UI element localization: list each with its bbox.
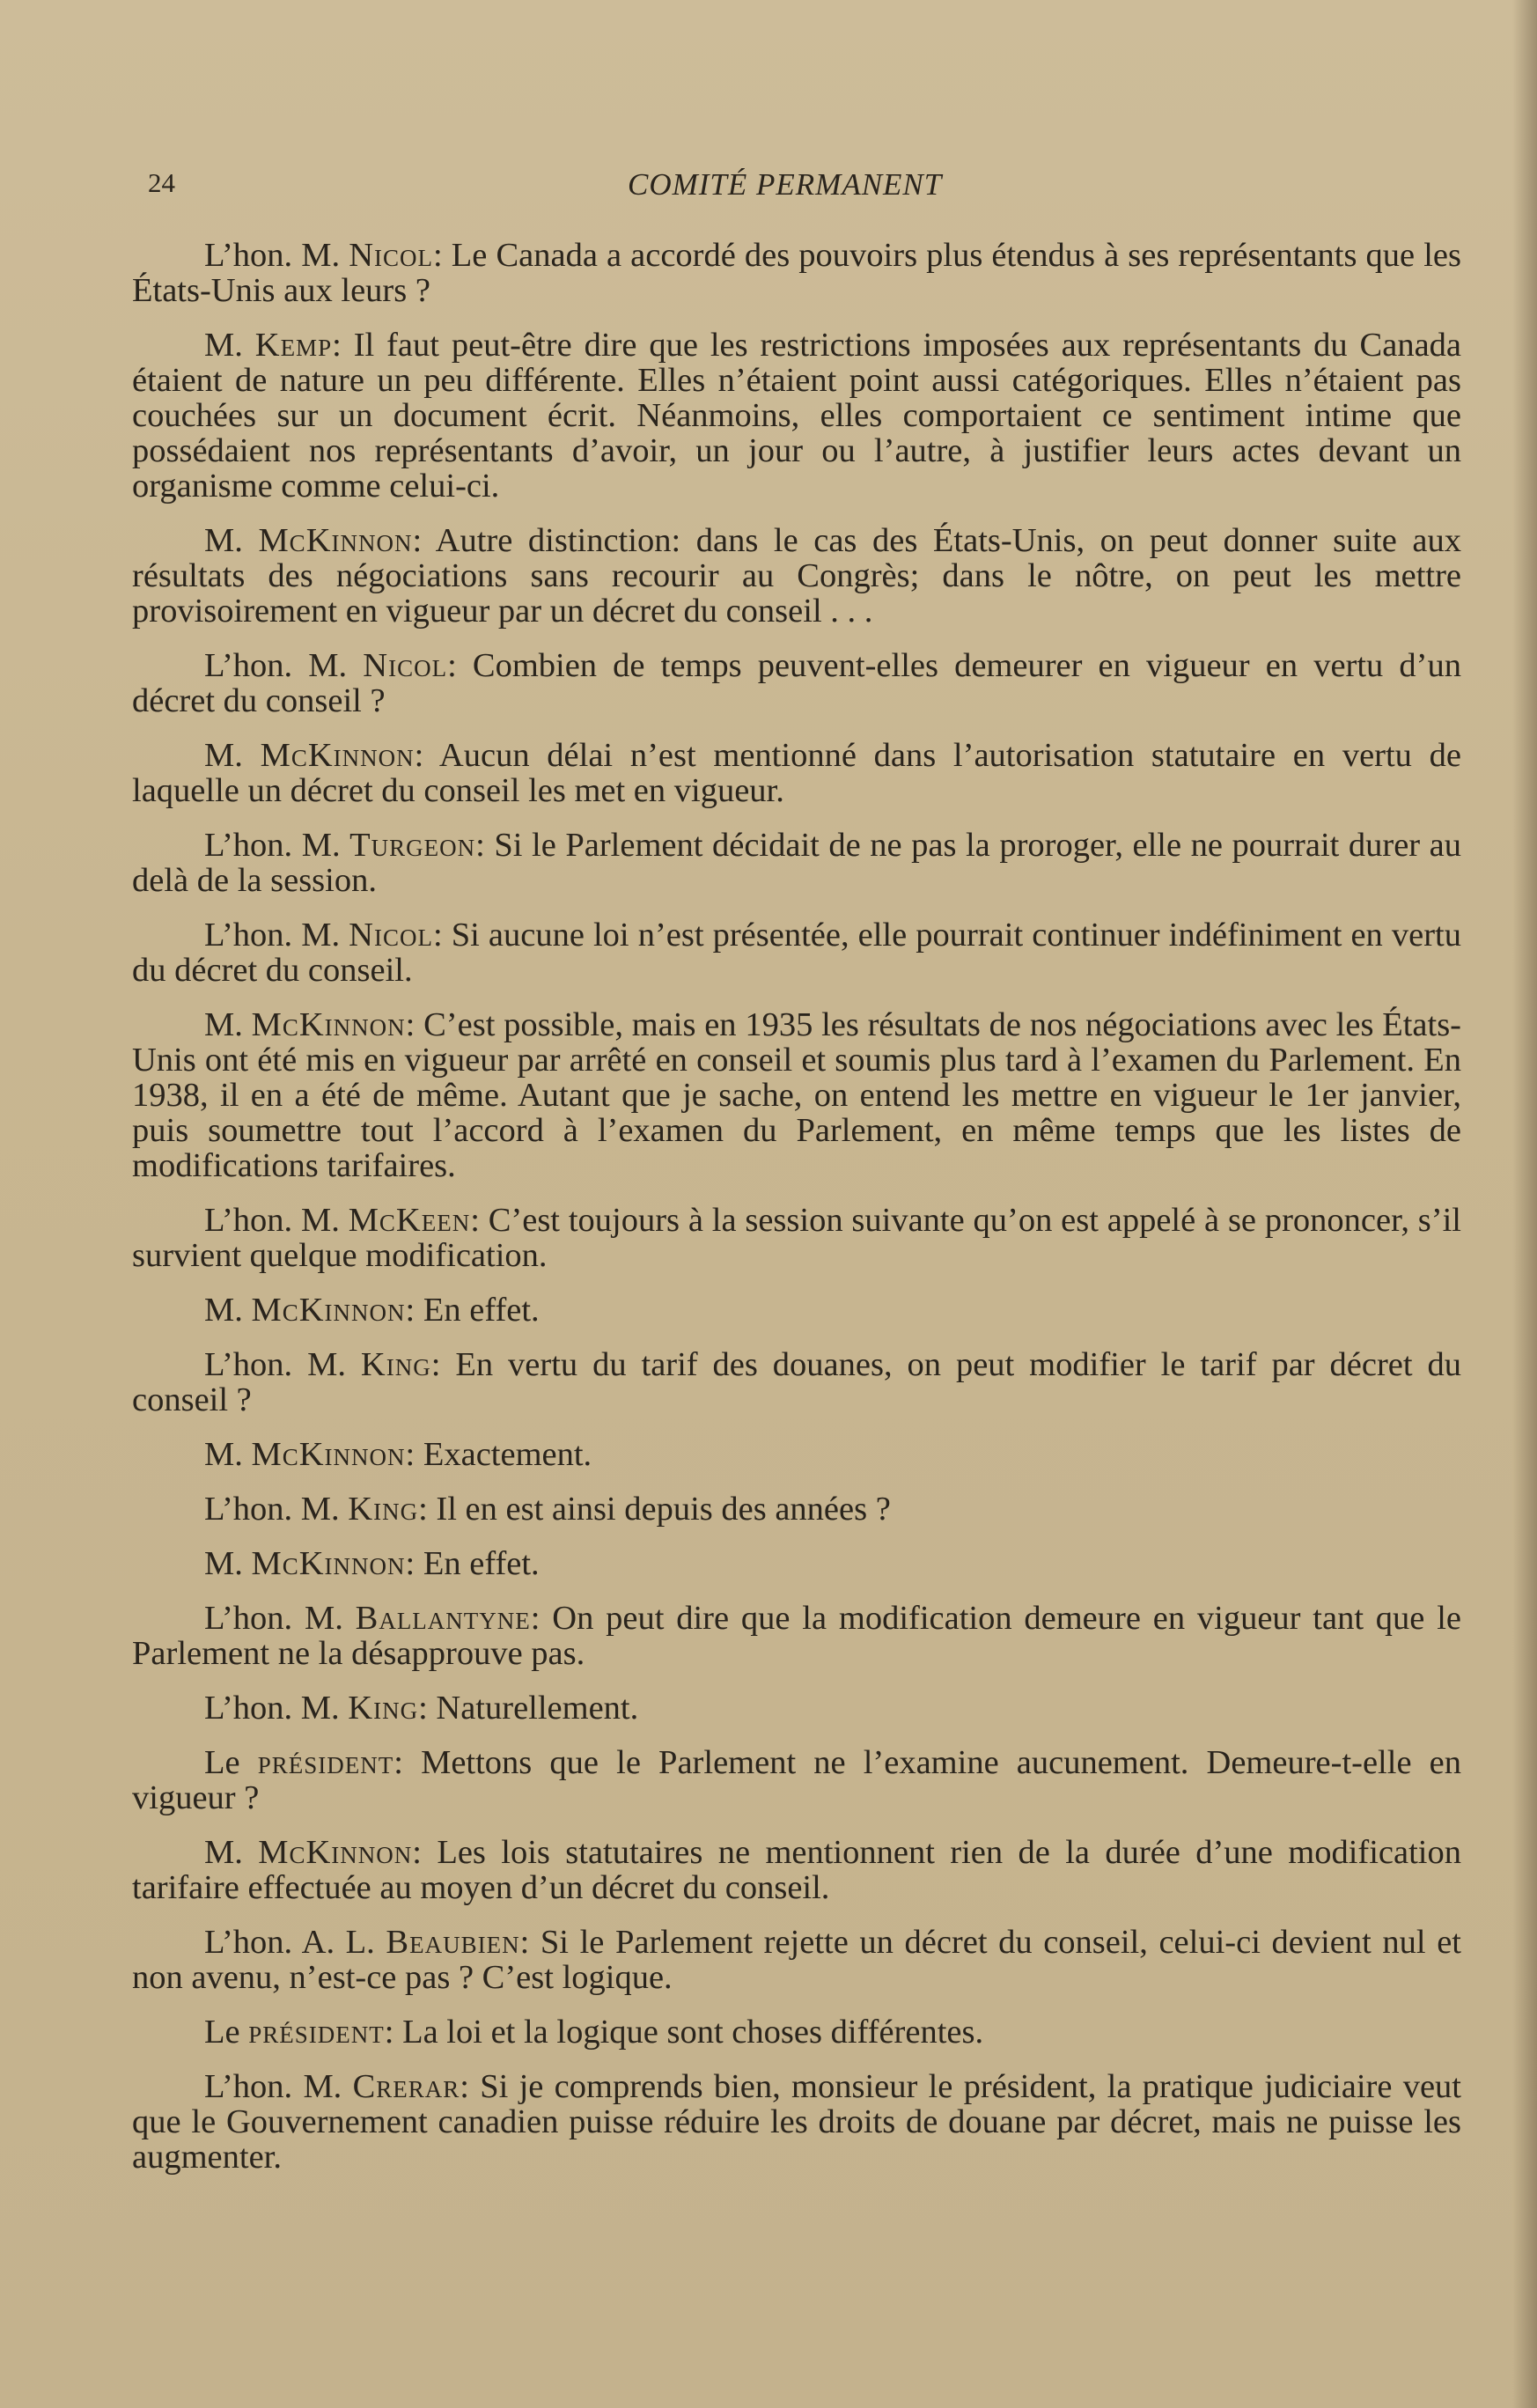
paragraph-text: : Il en est ainsi depuis des années ?	[418, 1491, 891, 1528]
transcript-paragraph	[132, 1007, 1461, 1183]
transcript-paragraph	[132, 1437, 1461, 1472]
speaker-name: Nicol	[363, 647, 448, 684]
transcript-paragraph	[132, 238, 1461, 308]
transcript-paragraph	[132, 1546, 1461, 1581]
paragraph-text: : Si le Parlement rejette un décret du conseil, celui-ci devient nul et non avenu, n’est-ce pas ? C’est logique.	[132, 1924, 1461, 1996]
speaker-title: L’hon. M.	[204, 917, 349, 954]
speaker-title: Le	[204, 1744, 258, 1781]
paragraph-text: : En effet.	[405, 1292, 540, 1329]
speaker-title: M.	[204, 1545, 252, 1582]
paragraph-text: : Il faut peut-être dire que les restrictions imposées aux représentants du Canada étaient de nature un peu différente. Elles n’étaient point aussi catégoriques. Elles n’étaient pas couchées sur un document écrit. Néanmoins, elles comportaient ce sentiment intime que possédaient nos représentants d’avoir, un jour ou l’autre, à justifier leurs actes devant un organisme comme celui-ci.	[132, 327, 1461, 504]
speaker-title: M.	[204, 327, 255, 364]
transcript-paragraph	[132, 1925, 1461, 1995]
page-header	[148, 167, 1460, 211]
speaker-name: Beaubien	[386, 1924, 520, 1961]
transcript-paragraph	[132, 1690, 1461, 1726]
paragraph-text: : Si je comprends bien, monsieur le président, la pratique judiciaire veut que le Gouvernement canadien puisse réduire les droits de douane par décret, mais ne puisse les augmenter.	[132, 2068, 1462, 2176]
paragraph-text: : C’est possible, mais en 1935 les résultats de nos négociations avec les États-Unis ont été mis en vigueur par arrêté en conseil et soumis plus tard à l’examen du Parlement. En 1938, il en a été de même. Autant que je sache, on entend les mettre en vigueur le 1er janvier, puis soumettre tout l’accord à l’examen du Parlement, en même temps que les listes de modifications tarifaires.	[132, 1006, 1461, 1184]
paragraph-text: : Exactement.	[405, 1436, 592, 1473]
speaker-name: McKinnon	[260, 737, 415, 774]
transcript-paragraph	[132, 738, 1461, 808]
speaker-title: M.	[204, 1436, 252, 1473]
speaker-title: L’hon. M.	[204, 1491, 349, 1528]
speaker-name: président	[248, 2014, 385, 2051]
speaker-name: Kemp	[254, 327, 333, 364]
speaker-title: L’hon. M.	[204, 1600, 356, 1637]
speaker-title: M.	[204, 522, 259, 559]
paragraph-text: : Autre distinction: dans le cas des États-Unis, on peut donner suite aux résultats des négociations sans recourir au Congrès; dans le nôtre, on peut les mettre provisoirement en vigueur par un décret du conseil . . .	[132, 522, 1461, 630]
speaker-name: McKinnon	[258, 522, 413, 559]
transcript-paragraph	[132, 917, 1461, 988]
speaker-name: Turgeon	[349, 827, 476, 864]
paragraph-text: : Combien de temps peuvent-elles demeurer en vigueur en vertu d’un décret du conseil ?	[132, 647, 1461, 719]
paragraph-text: : En vertu du tarif des douanes, on peut modifier le tarif par décret du conseil ?	[132, 1346, 1461, 1418]
transcript-paragraph	[132, 1601, 1461, 1671]
speaker-name: King	[348, 1690, 419, 1727]
speaker-title: L’hon. M.	[204, 647, 364, 684]
paragraph-text: : Les lois statutaires ne mentionnent rien de la durée d’une modification tarifaire effectuée au moyen d’un décret du conseil.	[132, 1834, 1461, 1906]
paragraph-text: : Si le Parlement décidait de ne pas la proroger, elle ne pourrait durer au delà de la session.	[132, 827, 1461, 899]
paragraph-text: : Si aucune loi n’est présentée, elle pourrait continuer indéfiniment en vertu du décret du conseil.	[132, 917, 1461, 989]
paragraph-text: : Aucun délai n’est mentionné dans l’autorisation statutaire en vertu de laquelle un décret du conseil les met en vigueur.	[132, 737, 1461, 809]
speaker-title: M.	[204, 1006, 252, 1043]
speaker-title: L’hon. M.	[204, 237, 349, 274]
speaker-title: M.	[204, 1292, 252, 1329]
transcript-paragraph	[132, 1835, 1461, 1905]
transcript-paragraph	[132, 1292, 1461, 1328]
transcript-paragraph	[132, 328, 1461, 504]
page-number: 24	[148, 167, 175, 198]
speaker-title: M.	[204, 1834, 259, 1871]
speaker-title: M.	[204, 737, 261, 774]
speaker-name: McKeen	[348, 1202, 471, 1239]
speaker-name: Ballantyne	[355, 1600, 531, 1637]
speaker-name: McKinnon	[251, 1006, 406, 1043]
transcript-paragraph	[132, 1347, 1461, 1418]
paragraph-text: : Naturellement.	[418, 1690, 639, 1727]
paragraph-text: : On peut dire que la modification demeure en vigueur tant que le Parlement ne la désapprouve pas.	[132, 1600, 1461, 1672]
speaker-name: McKinnon	[251, 1436, 406, 1473]
running-title: COMITÉ PERMANENT	[628, 167, 943, 202]
speaker-title: L’hon. M.	[204, 827, 350, 864]
speaker-title: L’hon. M.	[204, 1202, 349, 1239]
paragraph-text: : La loi et la logique sont choses différentes.	[384, 2014, 984, 2051]
page-edge-shadow	[1512, 0, 1537, 2408]
speaker-title: L’hon. M.	[204, 1690, 349, 1727]
speaker-title: L’hon. M.	[204, 2068, 353, 2105]
speaker-title: L’hon. A. L.	[204, 1924, 386, 1961]
speaker-name: King	[360, 1346, 431, 1383]
speaker-title: Le	[204, 2014, 249, 2051]
transcript-paragraph	[132, 2014, 1461, 2050]
transcript-body	[132, 238, 1461, 2194]
speaker-name: Nicol	[349, 917, 433, 954]
speaker-name: Nicol	[349, 237, 433, 274]
speaker-title: L’hon. M.	[204, 1346, 361, 1383]
paragraph-text: : Mettons que le Parlement ne l’examine aucunement. Demeure-t-elle en vigueur ?	[132, 1744, 1461, 1816]
paragraph-text: : En effet.	[405, 1545, 540, 1582]
speaker-name: Crerar	[352, 2068, 460, 2105]
speaker-name: McKinnon	[251, 1292, 406, 1329]
speaker-name: président	[257, 1744, 394, 1781]
speaker-name: McKinnon	[251, 1545, 406, 1582]
transcript-paragraph	[132, 2069, 1461, 2175]
transcript-paragraph	[132, 648, 1461, 718]
transcript-paragraph	[132, 523, 1461, 629]
transcript-paragraph	[132, 828, 1461, 898]
paragraph-text: : Le Canada a accordé des pouvoirs plus étendus à ses représentants que les États-Unis aux leurs ?	[132, 237, 1461, 309]
transcript-paragraph	[132, 1491, 1461, 1527]
transcript-paragraph	[132, 1745, 1461, 1815]
paragraph-text: : C’est toujours à la session suivante qu’on est appelé à se prononcer, s’il survient quelque modification.	[132, 1202, 1461, 1274]
speaker-name: King	[348, 1491, 419, 1528]
speaker-name: McKinnon	[258, 1834, 413, 1871]
transcript-paragraph	[132, 1203, 1461, 1273]
